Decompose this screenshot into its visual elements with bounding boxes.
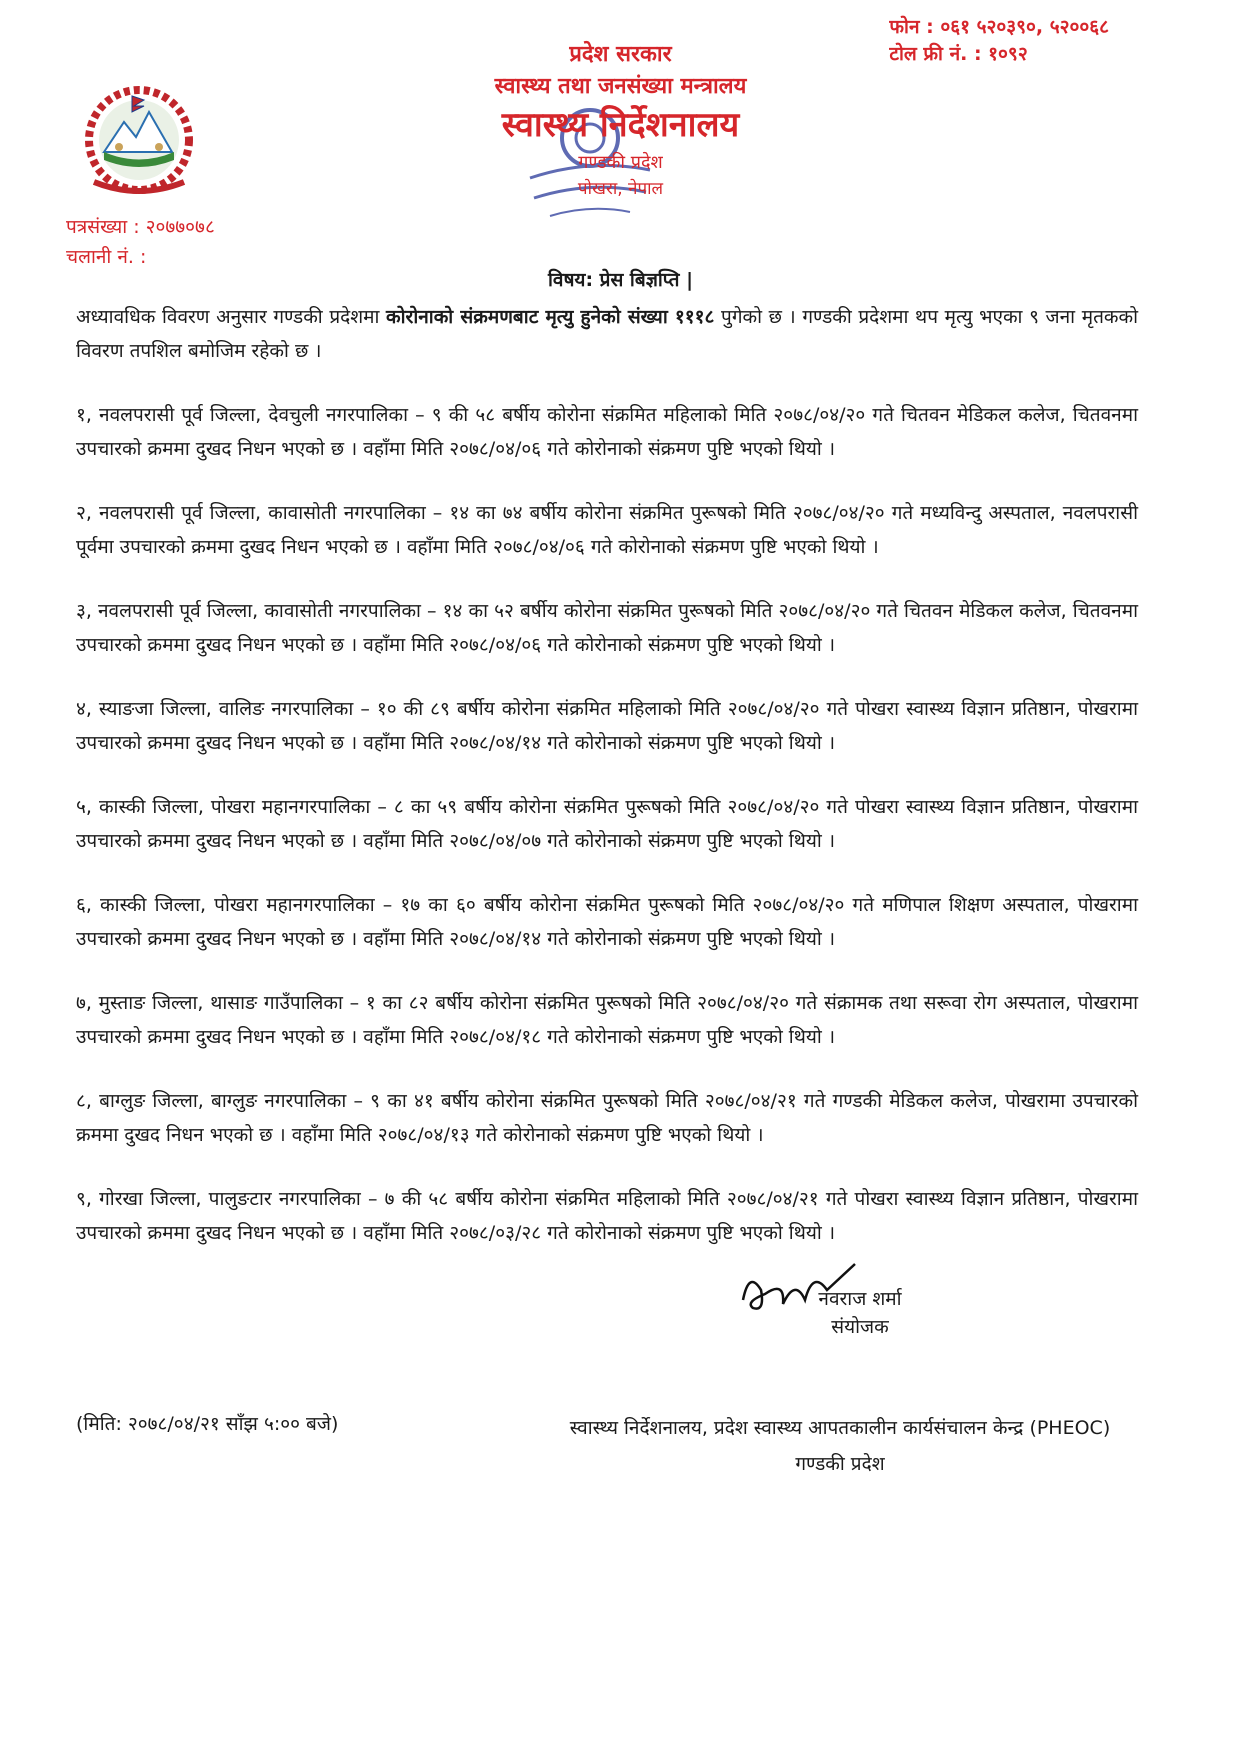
letter-number: पत्रसंख्या : २०७७०७८ <box>66 216 215 238</box>
intro-bold: कोरोनाको संक्रमणबाट मृत्यु हुनेको संख्या १११८ <box>386 306 715 328</box>
contact-tollfree: टोल फ्री नं. : १०९२ <box>889 43 1028 65</box>
dispatch-number: चलानी नं. : <box>66 246 147 268</box>
release-date: (मिति: २०७८/०४/२१ साँझ ५:०० बजे) <box>76 1413 339 1435</box>
letter-references <box>66 212 215 272</box>
list-item: ६, कास्की जिल्ला, पोखरा महानगरपालिका – १७ का ६० बर्षीय कोरोना संक्रमित पुरूषको मिति २०७८/०४/२० गते मणिपाल शिक्षण अस्पताल, पोखरामा उपचारको क्रममा दुखद निधन भएको छ । वहाँमा मिति २०७८/०४/१४ गते कोरोनाको संक्रमण पुष्टि भएको थियो । <box>76 894 1138 950</box>
press-release-body <box>76 300 1138 1280</box>
issuing-office-province: गण्डकी प्रदेश <box>795 1453 885 1475</box>
list-item: ८, बाग्लुङ जिल्ला, बाग्लुङ नगरपालिका – ९ का ४१ बर्षीय कोरोना संक्रमित पुरूषको मिति २०७८/०४/२१ गते गण्डकी मेडिकल कलेज, पोखरामा उपचारको क्रममा दुखद निधन भएको छ । वहाँमा मिति २०७८/०४/१३ गते कोरोनाको संक्रमण पुष्टि भएको थियो । <box>76 1090 1138 1146</box>
subject-line: विषय: प्रेस बिज्ञप्ति | <box>547 269 694 291</box>
signatory-name: नवराज शर्मा <box>818 1288 902 1310</box>
list-item: १, नवलपरासी पूर्व जिल्ला, देवचुली नगरपालिका – ९ की ५८ बर्षीय कोरोना संक्रमित महिलाको मिति २०७८/०४/२० गते चितवन मेडिकल कलेज, चितवनमा उपचारको क्रममा दुखद निधन भएको छ । वहाँमा मिति २०७८/०४/०६ गते कोरोनाको संक्रमण पुष्टि भएको थियो । <box>76 404 1138 460</box>
signatory-block <box>620 1285 1100 1341</box>
issuing-office <box>520 1410 1160 1482</box>
list-item: ९, गोरखा जिल्ला, पालुङटार नगरपालिका – ७ की ५८ बर्षीय कोरोना संक्रमित महिलाको मिति २०७८/०४/२१ गते पोखरा स्वास्थ्य विज्ञान प्रतिष्ठान, पोखरामा उपचारको क्रममा दुखद निधन भएको छ । वहाँमा मिति २०७८/०३/२८ गते कोरोनाको संक्रमण पुष्टि भएको थियो । <box>76 1188 1138 1244</box>
intro-paragraph <box>76 300 1138 368</box>
intro-pre: अध्यावधिक विवरण अनुसार गण्डकी प्रदेशमा <box>76 306 387 328</box>
signatory-role: संयोजक <box>831 1316 889 1338</box>
list-item: ५, कास्की जिल्ला, पोखरा महानगरपालिका – ८ का ५९ बर्षीय कोरोना संक्रमित पुरूषको मिति २०७८/०४/२० गते पोखरा स्वास्थ्य विज्ञान प्रतिष्ठान, पोखरामा उपचारको क्रममा दुखद निधन भएको छ । वहाँमा मिति २०७८/०४/०७ गते कोरोनाको संक्रमण पुष्टि भएको थियो । <box>76 796 1138 852</box>
letterhead-province: गण्डकी प्रदेश <box>578 152 663 173</box>
letterhead-city: पोखरा, नेपाल <box>577 179 664 199</box>
letterhead-directorate: स्वास्थ्य निर्देशनालय <box>501 105 740 145</box>
list-item: ७, मुस्ताङ जिल्ला, थासाङ गाउँपालिका – १ का ८२ बर्षीय कोरोना संक्रमित पुरूषको मिति २०७८/०४/२० गते संक्रामक तथा सरूवा रोग अस्पताल, पोखरामा उपचारको क्रममा दुखद निधन भएको छ । वहाँमा मिति २०७८/०४/१८ गते कोरोनाको संक्रमण पुष्टि भएको थियो । <box>76 992 1138 1048</box>
intro-post: पुगेको छ । गण्डकी प्रदेशमा थप मृत्यु भएका ९ जना मृतकको विवरण तपशिल बमोजिम रहेको छ । <box>76 306 1139 362</box>
contact-phone: फोन : ०६१ ५२०३९०, ५२००६८ <box>889 16 1109 38</box>
list-item: २, नवलपरासी पूर्व जिल्ला, कावासोती नगरपालिका – १४ का ७४ बर्षीय कोरोना संक्रमित पुरूषको मिति २०७८/०४/२० गते मध्यविन्दु अस्पताल, नवलपरासी पूर्वमा उपचारको क्रममा दुखद निधन भएको छ । वहाँमा मिति २०७८/०४/०६ गते कोरोनाको संक्रमण पुष्टि भएको थियो । <box>76 502 1138 558</box>
letterhead-government: प्रदेश सरकार <box>569 42 672 67</box>
letterhead-ministry: स्वास्थ्य तथा जनसंख्या मन्त्रालय <box>494 74 747 99</box>
list-item: ३, नवलपरासी पूर्व जिल्ला, कावासोती नगरपालिका – १४ का ५२ बर्षीय कोरोना संक्रमित पुरूषको मिति २०७८/०४/२० गते चितवन मेडिकल कलेज, चितवनमा उपचारको क्रममा दुखद निधन भएको छ । वहाँमा मिति २०७८/०४/०६ गते कोरोनाको संक्रमण पुष्टि भएको थियो । <box>76 600 1138 656</box>
issuing-office-name: स्वास्थ्य निर्देशनालय, प्रदेश स्वास्थ्य आपतकालीन कार्यसंचालन केन्द्र (PHEOC) <box>569 1417 1111 1439</box>
list-item: ४, स्याङजा जिल्ला, वालिङ नगरपालिका – १० की ८९ बर्षीय कोरोना संक्रमित महिलाको मिति २०७८/०४/२० गते पोखरा स्वास्थ्य विज्ञान प्रतिष्ठान, पोखरामा उपचारको क्रममा दुखद निधन भएको छ । वहाँमा मिति २०७८/०४/१४ गते कोरोनाको संक्रमण पुष्टि भएको थियो । <box>76 698 1138 754</box>
